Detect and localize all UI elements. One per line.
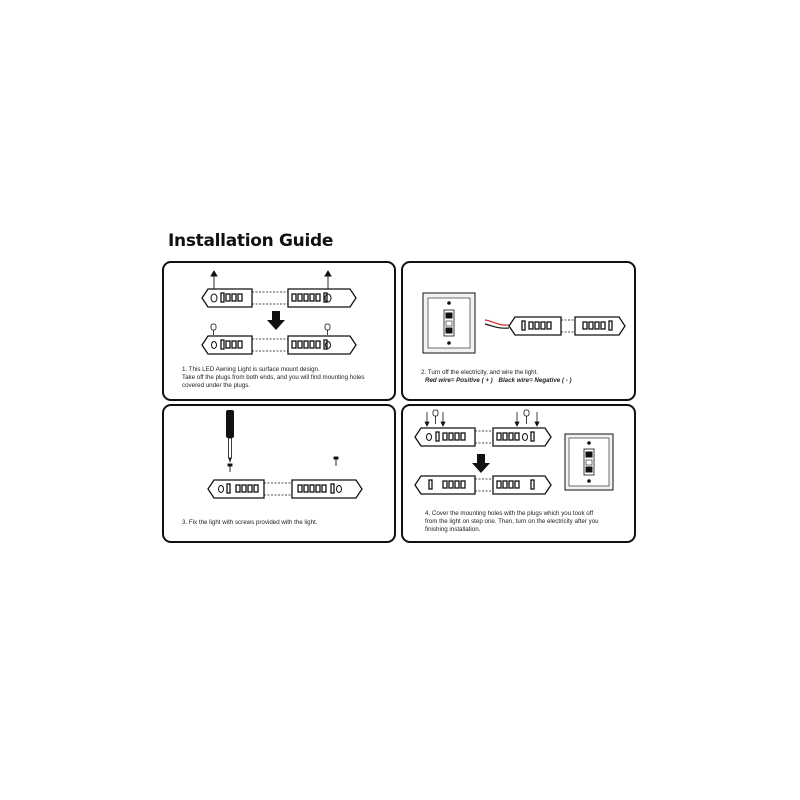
step-4-panel	[401, 404, 636, 543]
screw-icon	[228, 457, 338, 472]
caption-line: from the light on step one. Then, turn on the electricity after you	[425, 518, 599, 525]
caption-line: Take off the plugs from both ends, and you will find mounting holes	[182, 374, 365, 381]
caption-line: covered under the plugs.	[182, 382, 251, 389]
step-1-panel	[162, 261, 396, 401]
step-1-caption	[182, 366, 365, 390]
step-2-panel	[401, 261, 636, 401]
plug-insert-arrow-icon	[425, 412, 539, 426]
plug-removal-arrow-icon	[211, 271, 331, 289]
step-4-caption	[425, 510, 599, 534]
screwdriver-icon	[226, 410, 234, 463]
caption-line: 4. Cover the mounting holes with the plugs which you took off	[425, 510, 594, 517]
awning-light	[509, 317, 625, 335]
caption-line: 3. Fix the light with screws provided with the light.	[182, 519, 318, 526]
step-3-panel	[162, 404, 396, 543]
awning-light-top	[415, 428, 551, 446]
wall-switch-plate	[565, 434, 613, 490]
caption-line: finishing installation.	[425, 526, 481, 533]
awning-light-top	[202, 289, 356, 307]
step-3-caption	[182, 519, 318, 527]
awning-light-bottom	[202, 336, 356, 354]
step-2-caption	[421, 369, 572, 385]
red-wire-label: Red wire= Positive ( + )	[425, 377, 493, 384]
page-title: Installation Guide	[168, 231, 334, 251]
black-wire-label: Black wire= Negative ( - )	[498, 377, 572, 384]
down-arrow-icon	[472, 454, 490, 473]
wire-legend	[421, 377, 572, 385]
wall-switch-plate	[423, 293, 475, 353]
awning-light-bottom	[415, 476, 551, 494]
plug-icon	[211, 324, 330, 335]
awning-light	[208, 480, 362, 498]
down-arrow-icon	[267, 311, 285, 330]
caption-line: 2. Turn off the electricity, and wire the light.	[421, 369, 539, 376]
caption-line: 1. This LED Awning Light is surface mount design.	[182, 366, 320, 373]
wire-icon	[485, 320, 509, 328]
